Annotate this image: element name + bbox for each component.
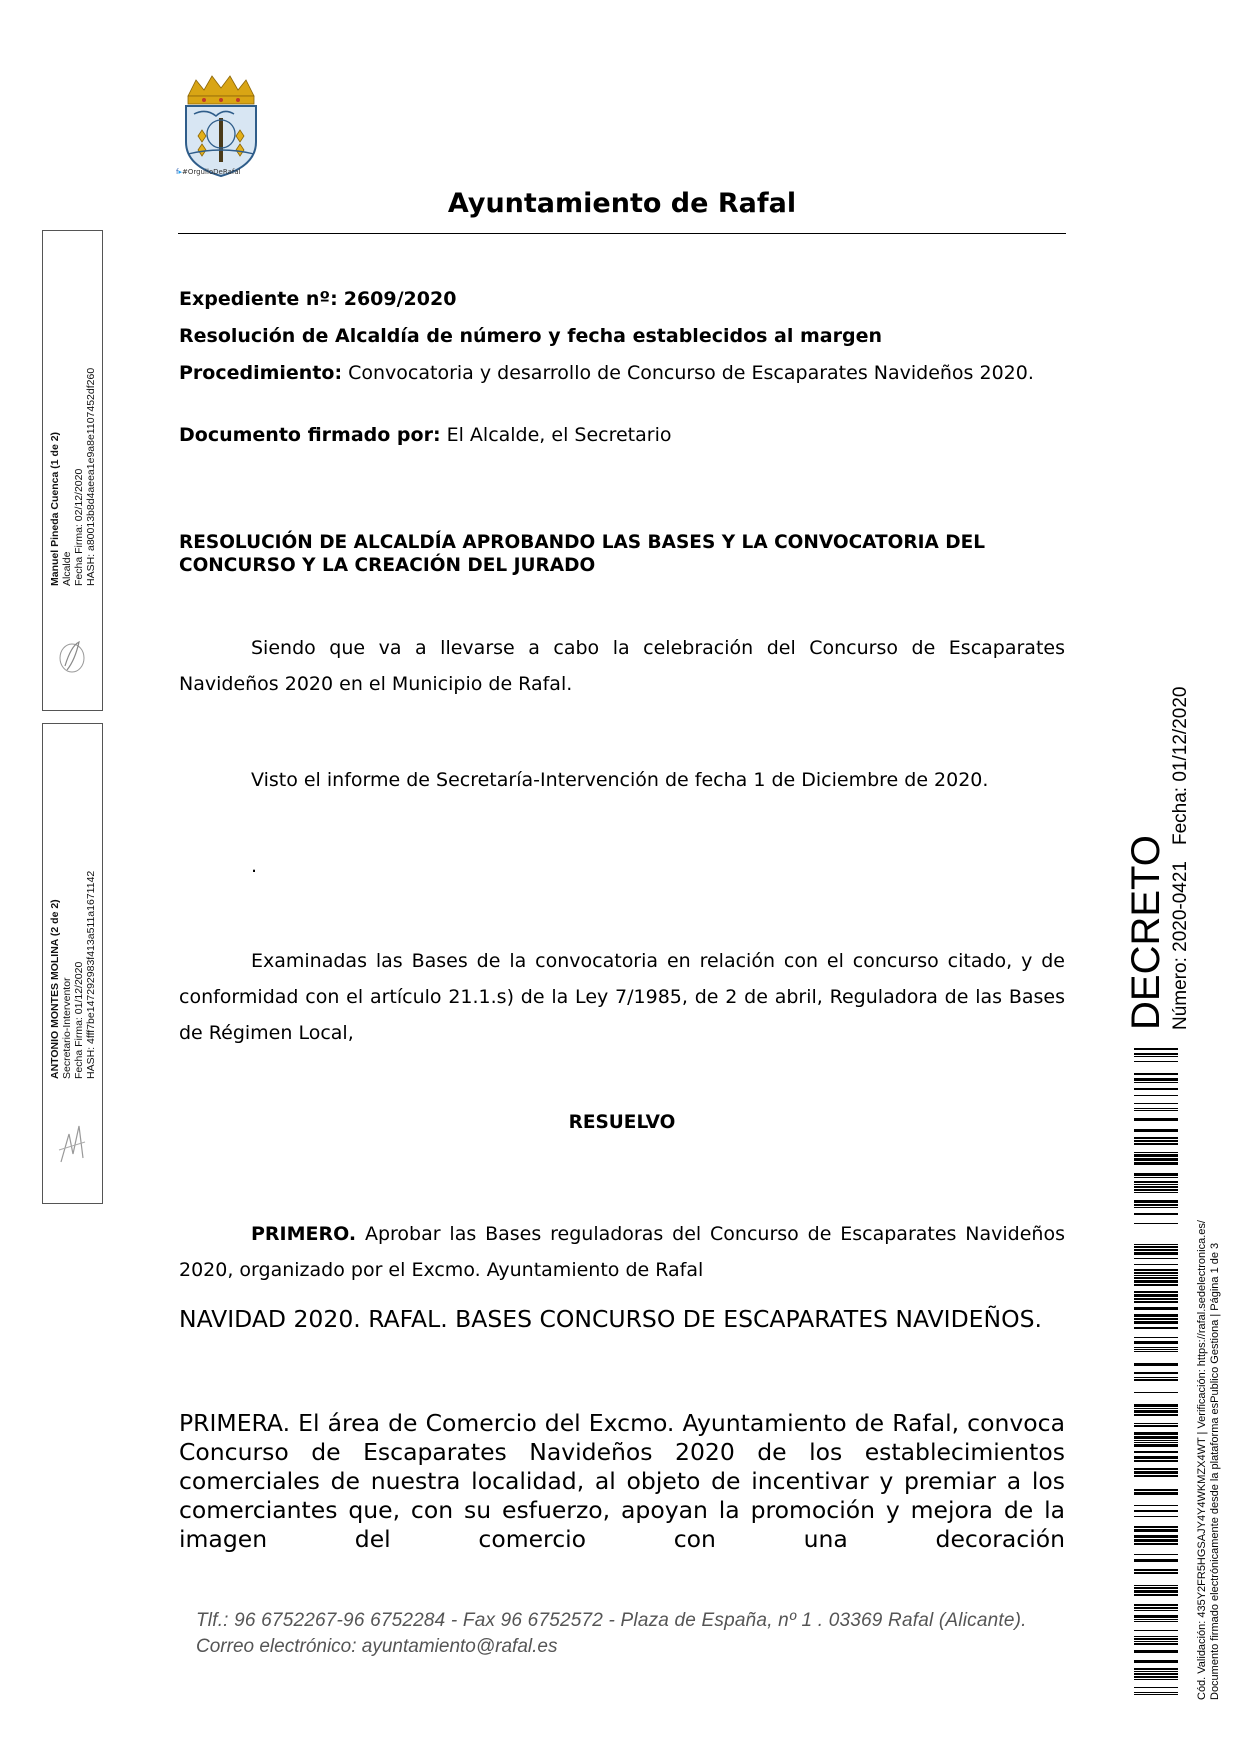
signature-1-mark-icon bbox=[53, 626, 91, 686]
footer-email: Correo electrónico: ayuntamiento@rafal.es bbox=[196, 1636, 558, 1657]
primero-text: Aprobar las Bases reguladoras del Concurso de Escaparates Navideños 2020, organizado por el Excmo. Ayuntamiento de Rafal bbox=[179, 1223, 1065, 1281]
signature-2-hash: HASH: 4fff7be147292983f413a511a1671142 bbox=[85, 870, 97, 1079]
procedimiento-line bbox=[179, 362, 1065, 385]
expediente-line bbox=[179, 288, 1065, 311]
paragraph-examinadas-text: Examinadas las Bases de la convocatoria en relación con el concurso citado, y de conformidad con el artículo 21.1.s) de la Ley 7/1985, de 2 de abril, Reguladora de las Bases de Régimen Local, bbox=[179, 950, 1065, 1044]
signature-1-text bbox=[49, 368, 97, 586]
signature-box-1 bbox=[42, 230, 103, 711]
page-title: Ayuntamiento de Rafal bbox=[447, 188, 797, 219]
decreto-label: DECRETO bbox=[1124, 835, 1168, 1030]
signature-2-mark-icon bbox=[53, 1114, 91, 1174]
signature-1-date: Fecha Firma: 02/12/2020 bbox=[73, 468, 85, 586]
signature-box-2 bbox=[42, 723, 103, 1204]
validation-line-1: Cód. Validación: 435Y2FR5HGSAJY4Y4WKMZX4WT | Verificación: https://rafal.sedelectronica.es/ bbox=[1196, 1220, 1208, 1700]
signature-2-text bbox=[49, 871, 97, 1079]
resolucion-text: Resolución de Alcaldía de número y fecha establecidos al margen bbox=[179, 325, 883, 347]
paragraph-dot bbox=[179, 848, 1065, 884]
signature-1-name: Manuel Pineda Cuenca (1 de 2) bbox=[49, 431, 61, 586]
procedimiento-value: Convocatoria y desarrollo de Concurso de Escaparates Navideños 2020. bbox=[348, 362, 1034, 384]
validation-line-2: Documento firmado electrónicamente desde la plataforma esPublico Gestiona | Página 1 de 3 bbox=[1209, 1242, 1221, 1700]
footer-contact: Tlf.: 96 6752267-96 6752284 - Fax 96 6752572 - Plaza de España, nº 1 . 03369 Rafal (Alicante). bbox=[196, 1610, 1027, 1631]
signature-1-hash: HASH: a80013b8d4aeea1e9a8e1107452df260 bbox=[85, 367, 97, 586]
paragraph-siendo bbox=[179, 630, 1065, 702]
paragraph-primero bbox=[179, 1216, 1065, 1288]
header-divider bbox=[178, 233, 1066, 234]
social-icons: f bbox=[176, 168, 179, 176]
procedimiento-label: Procedimiento: bbox=[179, 362, 343, 384]
paragraph-visto-text: Visto el informe de Secretaría-Intervención de fecha 1 de Diciembre de 2020. bbox=[251, 769, 989, 791]
firmado-label: Documento firmado por: bbox=[179, 424, 441, 446]
signature-1-role: Alcalde bbox=[61, 551, 73, 586]
signature-2-name: ANTONIO MONTES MOLINA (2 de 2) bbox=[49, 899, 61, 1079]
paragraph-siendo-text: Siendo que va a llevarse a cabo la celebración del Concurso de Escaparates Navideños 2020 en el Municipio de Rafal. bbox=[179, 637, 1065, 695]
paragraph-examinadas bbox=[179, 943, 1065, 1051]
decreto-number: Número: 2020-0421 bbox=[1170, 861, 1191, 1030]
paragraph-dot-text: . bbox=[251, 855, 258, 877]
barcode-icon bbox=[1134, 1048, 1178, 1703]
firmado-line bbox=[179, 424, 1065, 447]
resolucion-line bbox=[179, 325, 1065, 348]
validation-text bbox=[1196, 1220, 1222, 1700]
signature-2-role: Secretario-Interventor bbox=[61, 977, 73, 1079]
paragraph-visto bbox=[179, 762, 1065, 798]
paragraph-primera: PRIMERA. El área de Comercio del Excmo. Ayuntamiento de Rafal, convoca Concurso de Escaparates Navideños 2020 de los establecimientos comerciales de nuestra localidad, al objeto de incentivar y premiar a los comerciantes que, con su esfuerzo, apoyan la promoción y mejora de la imagen del comercio con una decoración bbox=[179, 1409, 1065, 1553]
signature-2-date: Fecha Firma: 01/12/2020 bbox=[73, 961, 85, 1079]
primero-label: PRIMERO. bbox=[251, 1223, 357, 1245]
resolution-title: RESOLUCIÓN DE ALCALDÍA APROBANDO LAS BASES Y LA CONVOCATORIA DEL CONCURSO Y LA CREACIÓN DEL JURADO bbox=[179, 532, 986, 576]
coat-of-arms-logo bbox=[176, 72, 266, 182]
bases-title: NAVIDAD 2020. RAFAL. BASES CONCURSO DE ESCAPARATES NAVIDEÑOS. bbox=[179, 1305, 1042, 1333]
decreto-date: Fecha: 01/12/2020 bbox=[1170, 686, 1191, 845]
firmado-value: El Alcalde, el Secretario bbox=[446, 424, 672, 446]
expediente-value: 2609/2020 bbox=[343, 288, 457, 310]
logo-social-tag: f▸#OrgulloDeRafal bbox=[176, 168, 241, 176]
resuelvo-heading: RESUELVO bbox=[568, 1112, 676, 1133]
expediente-label: Expediente nº: bbox=[179, 288, 338, 310]
